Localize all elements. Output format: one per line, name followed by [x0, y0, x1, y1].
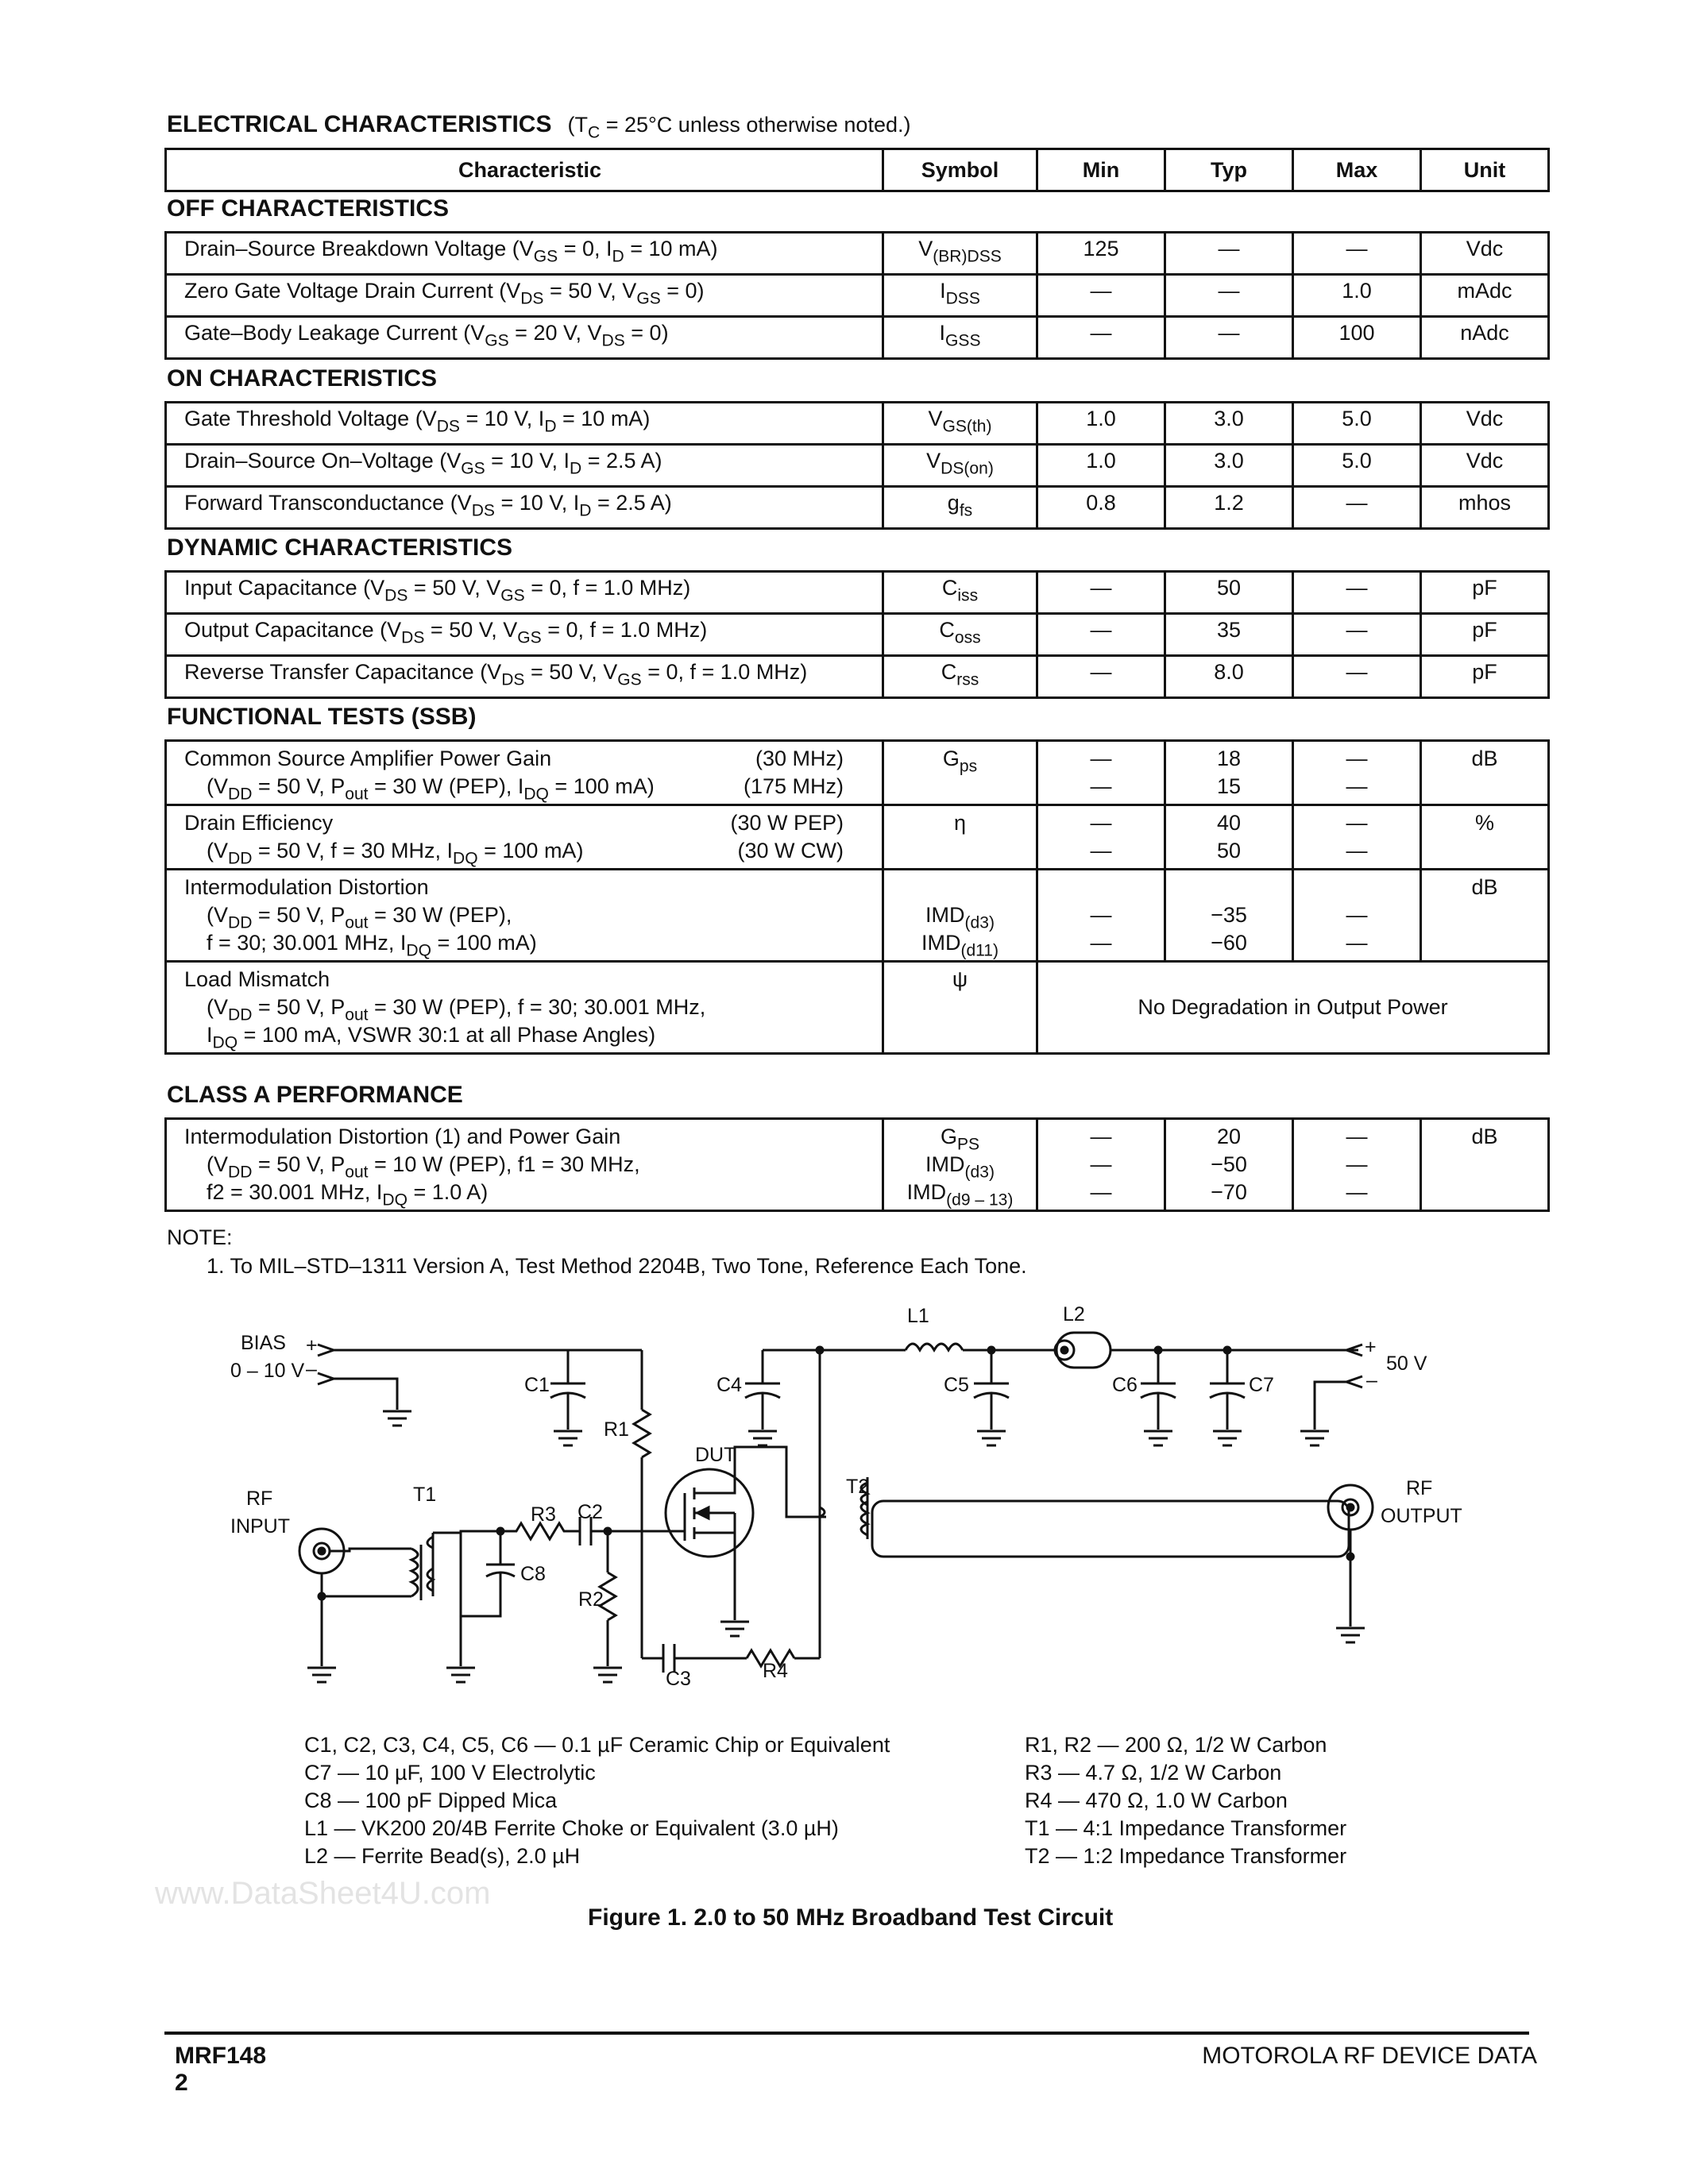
- legend-item: R1, R2 — 200 Ω, 1/2 W Carbon: [1025, 1733, 1327, 1757]
- c5-label: C5: [944, 1374, 969, 1396]
- bias-range-label: 0 – 10 V: [230, 1360, 305, 1382]
- r1-resistor: [634, 1410, 650, 1457]
- vdd-connector: [1315, 1345, 1362, 1430]
- legend-item: R4 — 470 Ω, 1.0 W Carbon: [1025, 1788, 1288, 1812]
- table-row: Output Capacitance ($V_{DS} = 50$ V, $V_{GS} = 0$, f = 1.0 MHz) $C_{oss}$ — 35 — pF: [166, 614, 1549, 656]
- c1-label: C1: [524, 1374, 550, 1396]
- t2-label: T2: [846, 1476, 870, 1498]
- l1-choke: [906, 1344, 963, 1350]
- bias-connector: [318, 1345, 642, 1410]
- table-row: Drain Efficiency (30 W PEP) ($V_{DD} = 50$ V, f = 30 MHz, $I_{DQ} = 100$ mA) (30 W CW) η — — 40 50 — — %: [166, 805, 1549, 870]
- rf-input-label-1: RF: [246, 1488, 273, 1510]
- ground-icon: [1300, 1431, 1329, 1445]
- ground-icon: [446, 1668, 475, 1682]
- ground-icon: [593, 1668, 622, 1682]
- c8-capacitor: [461, 1528, 515, 1616]
- table-row: Input Capacitance ($V_{DS} = 50$ V, $V_{GS} = 0$, f = 1.0 MHz) $C_{iss}$ — 50 — pF: [166, 572, 1549, 614]
- ground-icon: [383, 1411, 411, 1426]
- section-on: ON CHARACTERISTICS: [167, 365, 438, 392]
- table-row: Drain–Source On–Voltage ($V_{GS} = 10$ V, $I_D = 2.5$ A) $V_{DS(on)}$ 1.0 3.0 5.0 Vdc: [166, 445, 1549, 487]
- table-row: Gate Threshold Voltage ($V_{DS} = 10$ V, $I_D = 10$ mA) $V_{GS(th)}$ 1.0 3.0 5.0 Vdc: [166, 403, 1549, 445]
- ground-icon: [977, 1431, 1006, 1445]
- bias-minus: –: [306, 1358, 317, 1380]
- r1-label: R1: [604, 1418, 629, 1441]
- section-dynamic: DYNAMIC CHARACTERISTICS: [167, 534, 512, 561]
- rf-output-label-1: RF: [1406, 1477, 1433, 1499]
- table-row: Forward Transconductance ($V_{DS} = 10$ V, $I_D = 2.5$ A) $g_{fs}$ 0.8 1.2 — mhos: [166, 487, 1549, 529]
- col-characteristic: Characteristic: [166, 149, 883, 191]
- r4-label: R4: [763, 1660, 788, 1682]
- legend-item: R3 — 4.7 Ω, 1/2 W Carbon: [1025, 1761, 1282, 1785]
- figure-caption: Figure 1. 2.0 to 50 MHz Broadband Test Circuit: [588, 1904, 1114, 1931]
- bias-plus: +: [306, 1334, 318, 1356]
- c1-capacitor: [550, 1350, 585, 1430]
- legend-item: L2 — Ferrite Bead(s), 2.0 µH: [304, 1844, 581, 1868]
- legend-item: C8 — 100 pF Dipped Mica: [304, 1788, 558, 1812]
- c3-label: C3: [666, 1668, 691, 1690]
- dut-label: DUT: [695, 1444, 736, 1466]
- table-row: Load Mismatch ($V_{DD} = 50$ V, $P_{out} = 30$ W (PEP), f = 30; 30.001 MHz, $I_{DQ} = 100$ mA, VSWR 30:1 at all Phase Angles) ψ No Degradation in Output Power: [166, 962, 1549, 1054]
- legend-item: C7 — 10 µF, 100 V Electrolytic: [304, 1761, 596, 1785]
- col-max: Max: [1293, 149, 1421, 191]
- bias-label: BIAS: [241, 1332, 286, 1354]
- footer-part-number: MRF148: [175, 2043, 267, 2069]
- watermark: www.DataSheet4U.com: [155, 1876, 491, 1911]
- ground-icon: [307, 1668, 336, 1682]
- legend-item: C1, C2, C3, C4, C5, C6 — 0.1 µF Ceramic Chip or Equivalent: [304, 1733, 890, 1757]
- footer-publication: MOTOROLA RF DEVICE DATA: [1202, 2043, 1537, 2069]
- ground-icon: [1213, 1431, 1242, 1445]
- c4-label: C4: [717, 1374, 742, 1396]
- t2-transformer: [861, 1477, 1349, 1557]
- vdd-label: 50 V: [1386, 1352, 1427, 1375]
- table-row: Intermodulation Distortion ($V_{DD} = 50$ V, $P_{out} = 30$ W (PEP), f = 30; 30.001 MHz, $I_{DQ} = 100$ mA) $IMD_{(d3)}$ $IMD_{(d11)}$ — — −35 −60 — — dB: [166, 870, 1549, 962]
- section-functional: FUNCTIONAL TESTS (SSB): [167, 704, 477, 730]
- section-off: OFF CHARACTERISTICS: [167, 195, 449, 222]
- c5-capacitor: [974, 1347, 1009, 1430]
- component-legend-left: [304, 1731, 890, 1870]
- c7-capacitor: [1210, 1347, 1245, 1430]
- vdd-plus: +: [1365, 1336, 1377, 1358]
- table-row: Reverse Transfer Capacitance ($V_{DS} = 50$ V, $V_{GS} = 0$, f = 1.0 MHz) $C_{rss}$ — 8.0 — pF: [166, 656, 1549, 698]
- col-min: Min: [1037, 149, 1165, 191]
- c7-label: C7: [1249, 1374, 1274, 1396]
- l2-ferrite-bead: [1055, 1333, 1111, 1368]
- c4-capacitor: [745, 1350, 780, 1430]
- table-row: Gate–Body Leakage Current ($V_{GS} = 20$ V, $V_{DS} = 0$) $I_{GSS}$ — — 100 nAdc: [166, 317, 1549, 359]
- footer-divider: [164, 2032, 1529, 2035]
- component-legend-right: [1025, 1731, 1346, 1870]
- ground-icon: [1336, 1628, 1365, 1642]
- footer-part-info: [175, 2043, 266, 2097]
- title-condition: ($T_C = 25^\circ C$ unless otherwise noted.): [567, 113, 911, 142]
- c6-capacitor: [1141, 1347, 1176, 1430]
- l2-label: L2: [1063, 1303, 1085, 1325]
- col-symbol: Symbol: [883, 149, 1037, 191]
- rf-output-label-2: OUTPUT: [1381, 1505, 1462, 1527]
- t1-transformer: [411, 1533, 433, 1600]
- table-row: Intermodulation Distortion (1) and Power Gain ($V_{DD} = 50$ V, $P_{out} = 10$ W (PEP), f1 = 30 MHz, f2 = 30.001 MHz, $I_{DQ} = 1.0$ A) $G_{PS}$ $IMD_{(d3)}$ $IMD_{(d9 - 13)}$ — — — 20 −50 −70 — — — dB: [166, 1119, 1549, 1211]
- ground-icon: [554, 1431, 582, 1445]
- l1-label: L1: [907, 1305, 929, 1327]
- col-unit: Unit: [1421, 149, 1549, 191]
- col-typ: Typ: [1165, 149, 1293, 191]
- c2-label: C2: [577, 1501, 603, 1523]
- title-text: ELECTRICAL CHARACTERISTICS: [167, 111, 552, 137]
- legend-item: L1 — VK200 20/4B Ferrite Choke or Equivalent (3.0 µH): [304, 1816, 839, 1840]
- c6-label: C6: [1112, 1374, 1138, 1396]
- table-row: Drain–Source Breakdown Voltage ($V_{GS} = 0$, $I_D = 10$ mA) $V_{(BR)DSS}$ 125 — — Vdc: [166, 233, 1549, 275]
- ground-icon: [1144, 1431, 1172, 1445]
- ground-icon: [748, 1431, 777, 1445]
- r3-resistor: [492, 1523, 580, 1539]
- section-classa: CLASS A PERFORMANCE: [167, 1082, 463, 1108]
- note-item: 1. To MIL–STD–1311 Version A, Test Method 2204B, Two Tone, Reference Each Tone.: [207, 1254, 1027, 1278]
- legend-item: T1 — 4:1 Impedance Transformer: [1025, 1816, 1347, 1840]
- ground-icon: [720, 1622, 749, 1636]
- vdd-minus: –: [1366, 1369, 1377, 1391]
- footer-page-number: 2: [175, 2070, 188, 2096]
- rf-input-label-2: INPUT: [230, 1515, 290, 1538]
- note-label: NOTE:: [167, 1225, 233, 1249]
- table-row: Zero Gate Voltage Drain Current ($V_{DS} = 50$ V, $V_{GS} = 0$) $I_{DSS}$ — — 1.0 mAdc: [166, 275, 1549, 317]
- table-row: Common Source Amplifier Power Gain (30 MHz) ($V_{DD} = 50$ V, $P_{out} = 30$ W (PEP), $I_{DQ} = 100$ mA) (175 MHz) $G_{ps}$ — — 18 15 — — dB: [166, 741, 1549, 805]
- r3-label: R3: [531, 1503, 556, 1526]
- legend-item: T2 — 1:2 Impedance Transformer: [1025, 1844, 1347, 1868]
- r2-label: R2: [578, 1588, 604, 1611]
- c8-label: C8: [520, 1563, 546, 1585]
- t1-label: T1: [413, 1484, 437, 1506]
- rf-output-connector: [1328, 1485, 1373, 1530]
